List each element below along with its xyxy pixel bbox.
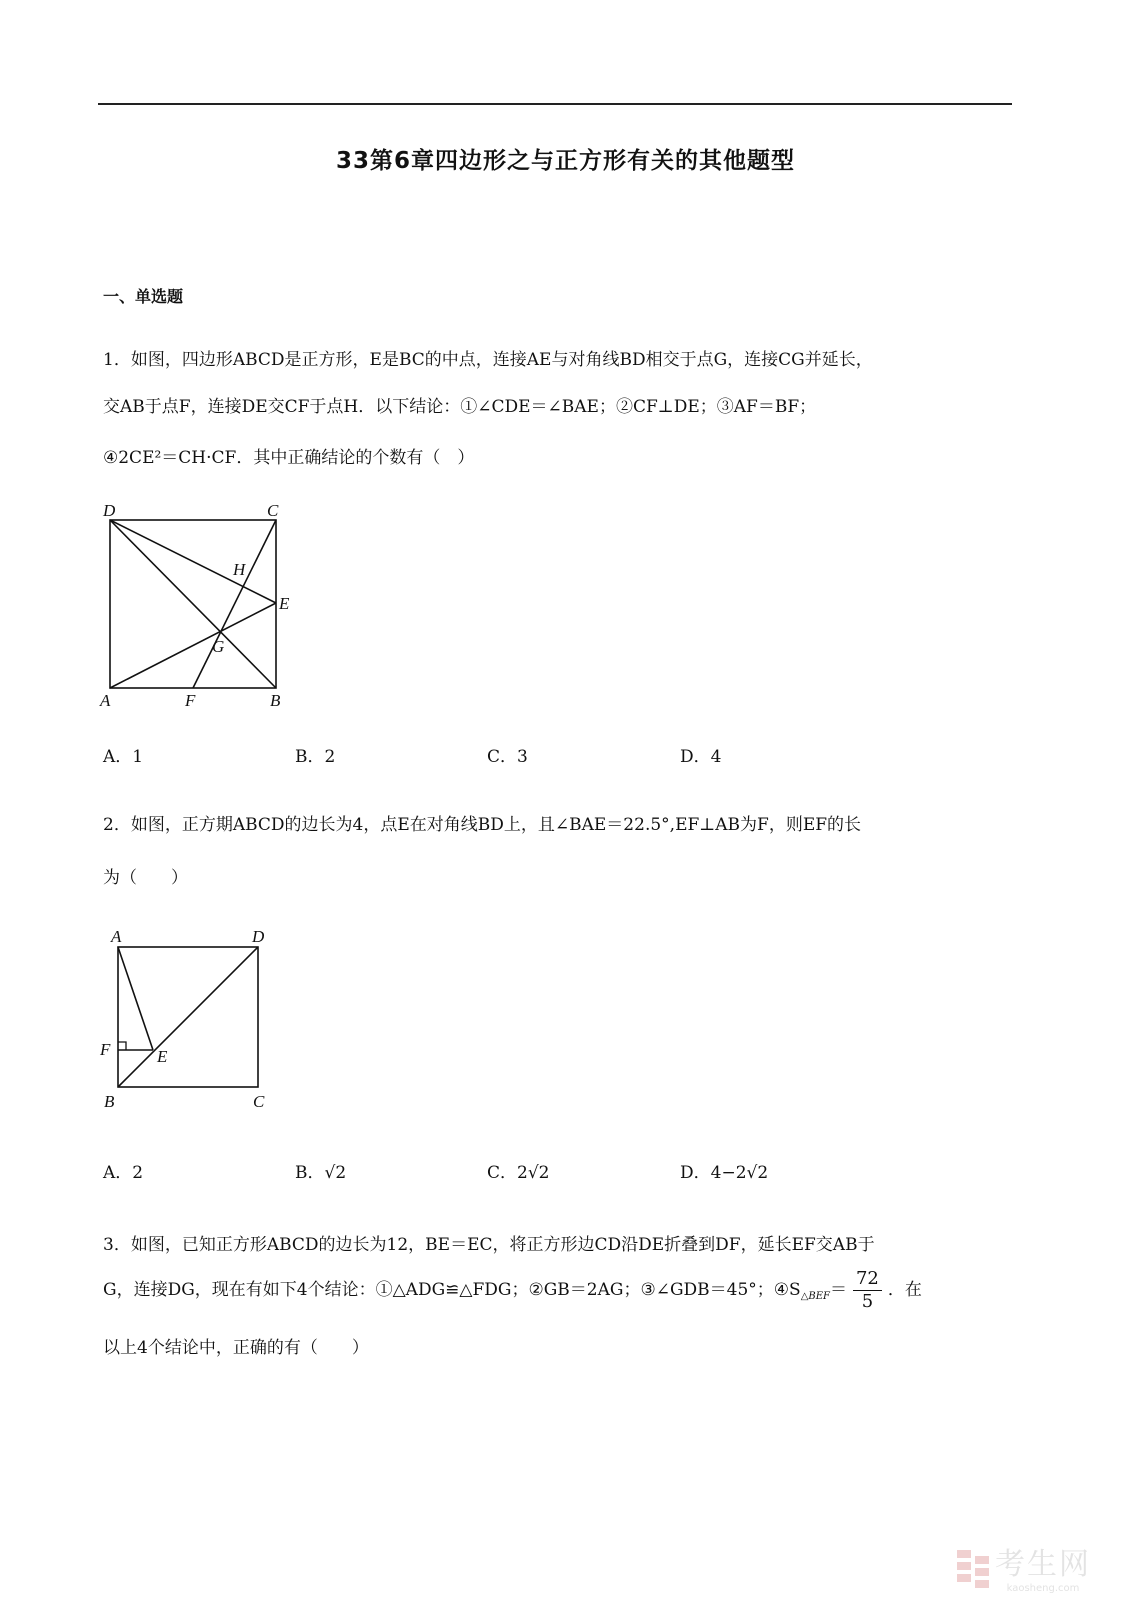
q2-label-d: D [252,927,265,946]
q1-option-a[interactable]: A．1 [103,747,144,767]
q3-line-2-end: ．在 [887,1280,922,1300]
header-rule [98,103,1012,105]
watermark [995,1539,1091,1594]
section-heading: 一、单选题 [103,287,184,306]
q1-option-c[interactable]: C．3 [487,747,528,767]
q3-line-2 [103,1268,922,1313]
q1-diagonal-db [110,520,276,688]
q1-segment-de [110,520,276,603]
q2-option-b[interactable]: B．√2 [295,1163,347,1183]
q3-fraction-denominator: 5 [861,1291,874,1312]
q1-label-b: B [270,691,281,710]
watermark-text: 考生网 [995,1547,1091,1582]
q3-area-subscript: △BEF [800,1291,830,1302]
q1-segment-ae [110,603,276,688]
q2-label-c: C [253,1092,265,1111]
q1-line-2: 交AB于点F，连接DE交CF于点H．以下结论：①∠CDE＝∠BAE；②CF⊥DE；③AF＝BF； [103,397,817,417]
q1-option-d[interactable]: D．4 [680,747,722,767]
q1-label-c: C [267,501,279,520]
q1-label-e: E [279,594,290,613]
q1-label-a: A [100,691,111,710]
q2-option-d[interactable]: D．4−2√2 [680,1163,769,1183]
q2-figure [95,922,285,1117]
q3-line-2-text: G，连接DG，现在有如下4个结论：①△ADG≌△FDG；②GB＝2AG；③∠GDB＝45°；④S [103,1280,801,1300]
q3-fraction [853,1268,882,1313]
q2-option-a[interactable]: A．2 [103,1163,144,1183]
q1-segment-cf [193,520,276,688]
q2-label-f: F [100,1040,111,1059]
q1-line-1: 1．如图，四边形ABCD是正方形，E是BC的中点，连接AE与对角线BD相交于点G，连接CG并延长， [103,350,873,370]
q2-option-c[interactable]: C．2√2 [487,1163,550,1183]
page-title: 33第6章四边形之与正方形有关的其他题型 [335,148,795,174]
q1-line-3: ④2CE²＝CH·CF．其中正确结论的个数有（ ） [103,448,475,468]
q2-segment-ae [118,947,153,1050]
q1-option-b[interactable]: B．2 [295,747,336,767]
watermark-url: kaosheng.com [1006,1583,1080,1594]
q1-figure [95,495,310,710]
q1-label-h: H [233,560,246,579]
q3-equals: ＝ [829,1280,847,1300]
q2-label-e: E [157,1047,168,1066]
q2-diagonal-bd [118,947,258,1087]
q2-label-b: B [104,1092,115,1111]
q2-label-a: A [111,927,122,946]
watermark-logo-icon [957,1550,991,1590]
q1-label-f: F [185,691,196,710]
q1-label-g: G [212,637,225,656]
q1-label-d: D [103,501,116,520]
q2-line-1: 2．如图，正方期ABCD的边长为4，点E在对角线BD上，且∠BAE＝22.5°,EF⊥AB为F，则EF的长 [103,815,862,835]
q3-line-3: 以上4个结论中，正确的有（ ） [103,1338,369,1358]
q3-fraction-numerator: 72 [853,1268,882,1291]
q3-line-1: 3．如图，已知正方形ABCD的边长为12，BE＝EC，将正方形边CD沿DE折叠到DF，延长EF交AB于 [103,1235,875,1255]
q2-right-angle-mark [118,1042,126,1050]
q2-line-2: 为（ ） [103,868,188,888]
